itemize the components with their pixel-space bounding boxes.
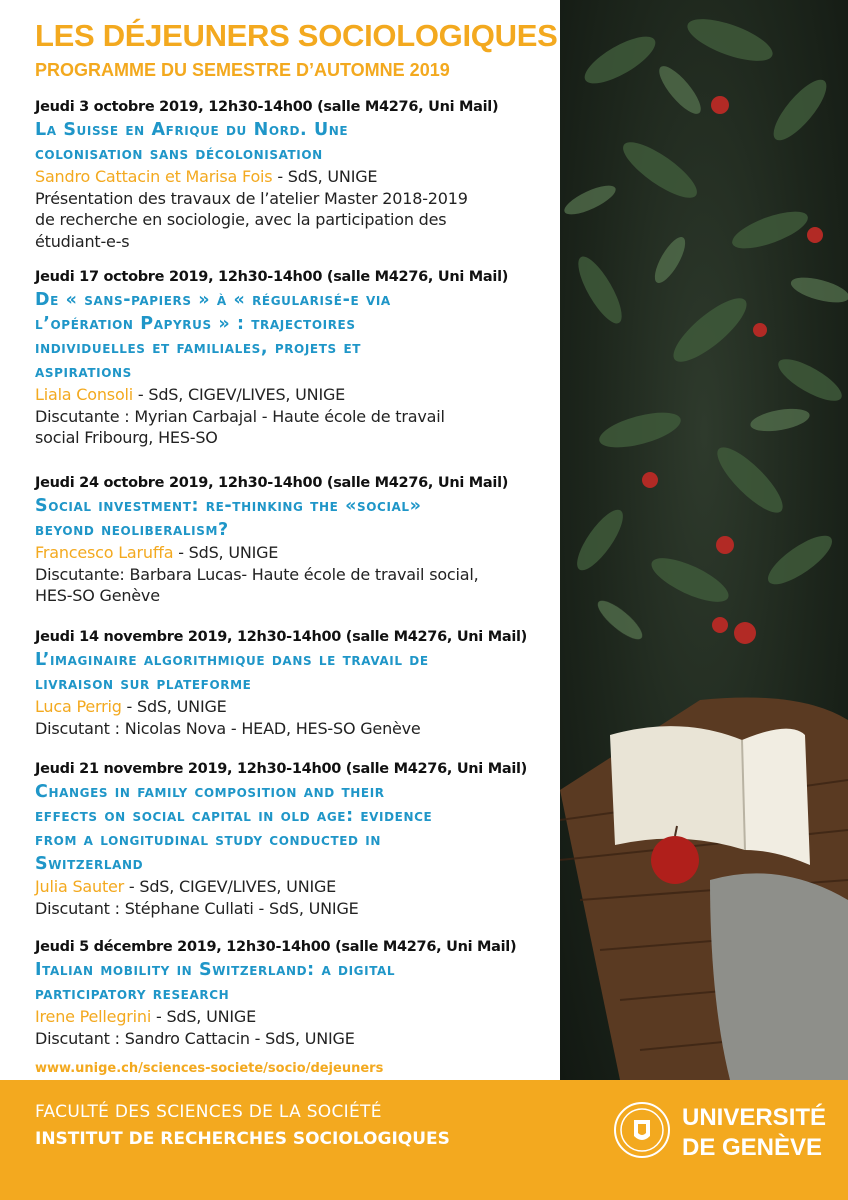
- event-4: [35, 626, 555, 739]
- event-title-line: livraison sur plateforme: [35, 674, 252, 694]
- speaker-affiliation: - SdS, UNIGE: [151, 1007, 256, 1026]
- event-title: [35, 648, 555, 696]
- book-apple-basket-photo: [560, 0, 848, 1080]
- event-date: Jeudi 3 octobre 2019, 12h30-14h00 (salle M4276, Uni Mail): [35, 99, 499, 115]
- event-discussant-line: HES-SO Genève: [35, 586, 160, 605]
- event-title-line: participatory research: [35, 984, 230, 1004]
- event-title-line: Social investment: re-thinking the «social»: [35, 496, 422, 516]
- event-title: [35, 780, 555, 876]
- university-seal-icon: [612, 1100, 672, 1160]
- event-title: [35, 494, 555, 542]
- event-title-line: effects on social capital in old age: evidence: [35, 806, 433, 826]
- event-title-line: individuelles et familiales, projets et: [35, 338, 362, 358]
- event-date: Jeudi 5 décembre 2019, 12h30-14h00 (salle M4276, Uni Mail): [35, 939, 517, 955]
- event-title-line: Changes in family composition and their: [35, 782, 385, 802]
- event-discussant-line: Discutante: Barbara Lucas- Haute école de travail social,: [35, 564, 479, 584]
- speaker-name: Luca Perrig: [35, 697, 122, 716]
- event-title: [35, 958, 555, 1006]
- event-title-line: Switzerland: [35, 854, 144, 874]
- event-3: [35, 472, 555, 607]
- page-title: LES DÉJEUNERS SOCIOLOGIQUES: [35, 18, 558, 53]
- speaker-name: Sandro Cattacin et Marisa Fois: [35, 167, 273, 186]
- event-6: [35, 936, 555, 1049]
- footer-bar: [0, 1080, 848, 1200]
- event-discussant-line: Discutant : Stéphane Cullati - SdS, UNIGE: [35, 898, 359, 918]
- event-date: Jeudi 17 octobre 2019, 12h30-14h00 (salle M4276, Uni Mail): [35, 269, 509, 285]
- event-discussant-line: Discutante : Myrian Carbajal - Haute école de travail: [35, 406, 445, 426]
- event-title-line: aspirations: [35, 362, 132, 382]
- event-title: [35, 288, 555, 384]
- photo-panel: [560, 0, 848, 1080]
- faculty-name: FACULTÉ DES SCIENCES DE LA SOCIÉTÉ: [35, 1102, 382, 1122]
- speaker-name: Julia Sauter: [35, 877, 125, 896]
- event-note-line: de recherche en sociologie, avec la participation des: [35, 210, 447, 229]
- speaker-name: Irene Pellegrini: [35, 1007, 152, 1026]
- event-note-line: étudiant-e-s: [35, 231, 130, 251]
- event-title-line: Italian mobility in Switzerland: a digital: [35, 960, 396, 980]
- event-discussant-line: social Fribourg, HES-SO: [35, 428, 218, 447]
- event-date: Jeudi 21 novembre 2019, 12h30-14h00 (salle M4276, Uni Mail): [35, 761, 528, 777]
- event-speaker-line: [35, 166, 555, 188]
- event-title-line: l’opération Papyrus » : trajectoires: [35, 314, 356, 334]
- event-speaker-line: [35, 876, 555, 898]
- event-speaker-line: [35, 542, 555, 564]
- event-title-line: La Suisse en Afrique du Nord. Une: [35, 120, 349, 140]
- event-speaker-line: [35, 1006, 555, 1028]
- speaker-name: Liala Consoli: [35, 385, 134, 404]
- page-subtitle: PROGRAMME DU SEMESTRE D’AUTOMNE 2019: [35, 60, 450, 80]
- event-note-line: Présentation des travaux de l’atelier Master 2018-2019: [35, 188, 468, 208]
- speaker-affiliation: - SdS, CIGEV/LIVES, UNIGE: [124, 877, 337, 896]
- event-2: [35, 266, 555, 449]
- website-link[interactable]: www.unige.ch/sciences-societe/socio/dejeuners: [35, 1061, 384, 1076]
- event-discussant-line: Discutant : Sandro Cattacin - SdS, UNIGE: [35, 1028, 355, 1048]
- event-5: [35, 758, 555, 919]
- event-speaker-line: [35, 696, 555, 718]
- university-name-line2: DE GENÈVE: [682, 1134, 823, 1161]
- event-title-line: De « sans-papiers » à « régularisé-e via: [35, 290, 391, 310]
- speaker-affiliation: - SdS, UNIGE: [173, 543, 279, 562]
- event-title: [35, 118, 555, 166]
- event-title-line: L’imaginaire algorithmique dans le travail de: [35, 650, 429, 670]
- institute-name: INSTITUT DE RECHERCHES SOCIOLOGIQUES: [35, 1129, 450, 1149]
- event-title-line: beyond neoliberalism?: [35, 520, 229, 540]
- event-title-line: colonisation sans décolonisation: [35, 144, 323, 164]
- event-title-line: from a longitudinal study conducted in: [35, 830, 382, 850]
- speaker-affiliation: - SdS, UNIGE: [121, 697, 227, 716]
- event-discussant-line: Discutant : Nicolas Nova - HEAD, HES-SO Genève: [35, 718, 421, 738]
- speaker-affiliation: - SdS, UNIGE: [272, 167, 378, 186]
- event-date: Jeudi 24 octobre 2019, 12h30-14h00 (salle M4276, Uni Mail): [35, 475, 509, 491]
- event-speaker-line: [35, 384, 555, 406]
- university-name-line1: UNIVERSITÉ: [682, 1104, 827, 1131]
- speaker-affiliation: - SdS, CIGEV/LIVES, UNIGE: [133, 385, 346, 404]
- event-1: [35, 96, 555, 252]
- event-date: Jeudi 14 novembre 2019, 12h30-14h00 (salle M4276, Uni Mail): [35, 629, 528, 645]
- speaker-name: Francesco Laruffa: [35, 543, 174, 562]
